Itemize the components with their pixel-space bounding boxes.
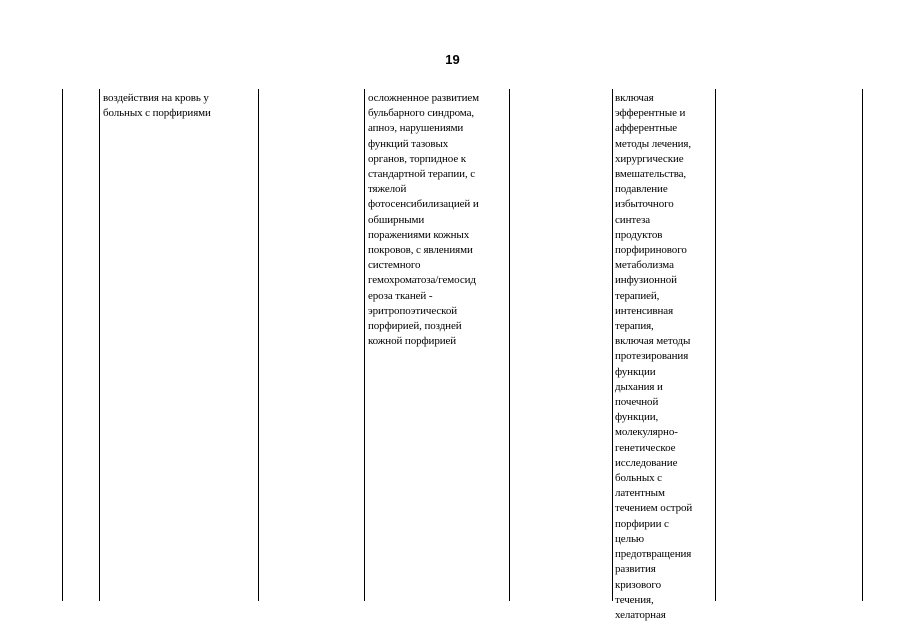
column-divider — [258, 89, 259, 601]
table-cell-col3: осложненное развитием бульбарного синдрома, апноэ, нарушениями функций тазовых органов, торпидное к стандартной терапии, с тяжелой фотосенсибилизацией и обширными поражениями кожных покровов, с явлениями системного гемохроматоза/гемосид ероза тканей - эритропоэтической порфирией, поздней кожной порфирией — [368, 92, 480, 348]
table-cell-col5: включая эфферентные и афферентные методы лечения, хирургические вмешательства, подавление избыточного синтеза продуктов порфиринового метаболизма инфузионной терапией, интенсивная терапия, включая методы протезирования функции дыхания и почечной функции, молекулярно- генетическое исследование больных с латентным течением острой порфирии с целью предотвращения развития кризового течения, хелаторная — [615, 92, 693, 621]
table-cell-col1: воздействия на кровь у больных с порфириями — [103, 92, 211, 120]
table-border-left — [62, 89, 63, 601]
table-border-right — [862, 89, 863, 601]
column-divider — [364, 89, 365, 601]
page-number: 19 — [445, 52, 460, 67]
column-divider — [715, 89, 716, 601]
column-divider — [99, 89, 100, 601]
column-divider — [612, 89, 613, 601]
column-divider — [509, 89, 510, 601]
